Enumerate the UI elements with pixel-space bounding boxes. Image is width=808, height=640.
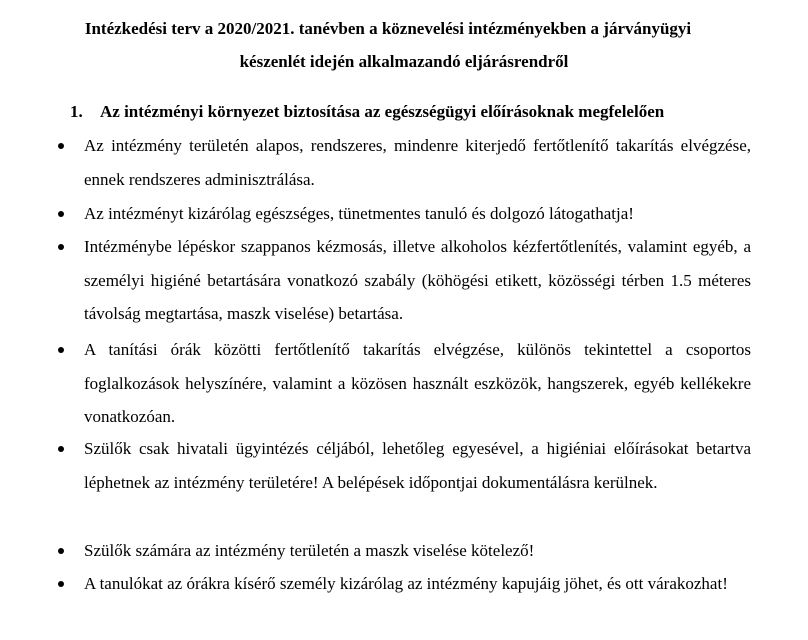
document-title-line-2: készenlét idején alkalmazandó eljárásrendről bbox=[239, 52, 569, 71]
bullet-icon bbox=[58, 347, 64, 353]
section-heading bbox=[70, 101, 664, 123]
bullet-icon bbox=[58, 211, 64, 217]
document-title-line-1: Intézkedési terv a 2020/2021. tanévben a köznevelési intézményekben a járványügyi bbox=[84, 19, 692, 38]
bullet-icon bbox=[58, 143, 64, 149]
list-item-text: Az intézményt kizárólag egészséges, tünetmentes tanuló és dolgozó látogathatja! bbox=[84, 204, 634, 223]
list-item-text: Szülők csak hivatali ügyintézés céljából, lehetőleg egyesével, a higiéniai előírásokat betartva léphetnek az intézmény területére! A belépések időpontjai dokumentálásra kerülnek. bbox=[84, 439, 751, 492]
list-item-text: A tanítási órák közötti fertőtlenítő takarítás elvégzése, különös tekintettel a csoportos foglalkozások helyszínére, valamint a közösen használt eszközök, hangszerek, egyéb kellékekre vonatkozóan. bbox=[84, 340, 751, 426]
list-item-text: Az intézmény területén alapos, rendszeres, mindenre kiterjedő fertőtlenítő takarítás elvégzése, ennek rendszeres adminisztrálása. bbox=[84, 136, 751, 189]
list-item-text: A tanulókat az órákra kísérő személy kizárólag az intézmény kapujáig jöhet, és ott várakozhat! bbox=[84, 574, 728, 593]
bullet-icon bbox=[58, 244, 64, 250]
section-number: 1. bbox=[70, 102, 83, 121]
list-item-text: Intézménybe lépéskor szappanos kézmosás, illetve alkoholos kézfertőtlenítés, valamint egyéb, a személyi higiéné betartására vonatkozó szabály (köhögési etikett, közösségi térben 1.5 méteres távolság megtartása, maszk viselése) betartása. bbox=[84, 237, 751, 323]
section-heading-text: Az intézményi környezet biztosítása az egészségügyi előírásoknak megfelelően bbox=[100, 102, 665, 121]
bullet-icon bbox=[58, 446, 64, 452]
bullet-icon bbox=[58, 581, 64, 587]
bullet-icon bbox=[58, 548, 64, 554]
list-item-text: Szülők számára az intézmény területén a maszk viselése kötelező! bbox=[84, 541, 535, 560]
